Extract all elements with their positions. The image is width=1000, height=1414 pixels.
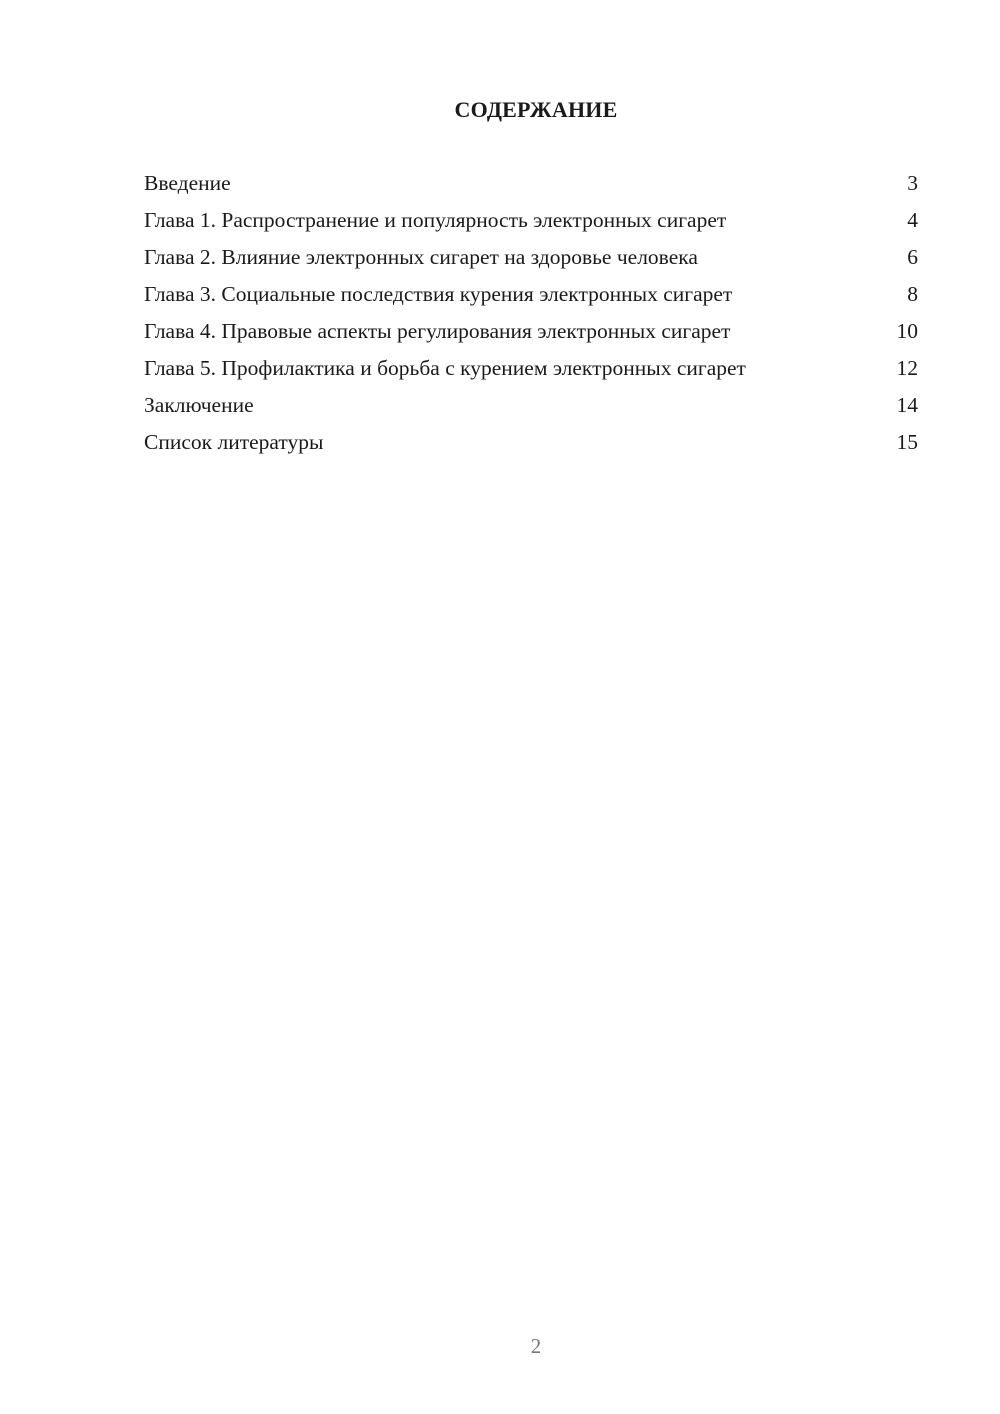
toc-entry-title: Введение	[144, 171, 231, 195]
toc-entry-page: 12	[896, 356, 918, 380]
toc-entry-chapter-1	[144, 207, 918, 233]
toc-entry-title: Заключение	[144, 393, 254, 417]
toc-entry-conclusion	[144, 392, 918, 418]
toc-entry-page: 8	[907, 282, 918, 306]
table-of-contents	[144, 170, 918, 466]
page-number: 2	[530, 1334, 542, 1358]
toc-entry-title: Глава 2. Влияние электронных сигарет на здоровье человека	[144, 245, 698, 269]
toc-entry-title: Глава 5. Профилактика и борьба с курением электронных сигарет	[144, 356, 746, 380]
toc-entry-page: 14	[896, 393, 918, 417]
toc-entry-title: Глава 1. Распространение и популярность электронных сигарет	[144, 208, 727, 232]
toc-entry-page: 15	[896, 430, 918, 454]
toc-entry-chapter-2	[144, 244, 918, 270]
toc-entry-title: Список литературы	[144, 430, 324, 454]
toc-entry-chapter-3	[144, 281, 918, 307]
toc-entry-title: Глава 4. Правовые аспекты регулирования электронных сигарет	[144, 319, 731, 343]
toc-entry-chapter-5	[144, 355, 918, 381]
toc-entry-references	[144, 429, 918, 455]
toc-entry-page: 4	[907, 208, 918, 232]
page-title: СОДЕРЖАНИЕ	[454, 97, 618, 122]
toc-entry-page: 3	[907, 171, 918, 195]
toc-entry-page: 6	[907, 245, 918, 269]
toc-entry-chapter-4	[144, 318, 918, 344]
toc-entry-page: 10	[896, 319, 918, 343]
toc-entry-introduction	[144, 170, 918, 196]
toc-entry-title: Глава 3. Социальные последствия курения электронных сигарет	[144, 282, 733, 306]
